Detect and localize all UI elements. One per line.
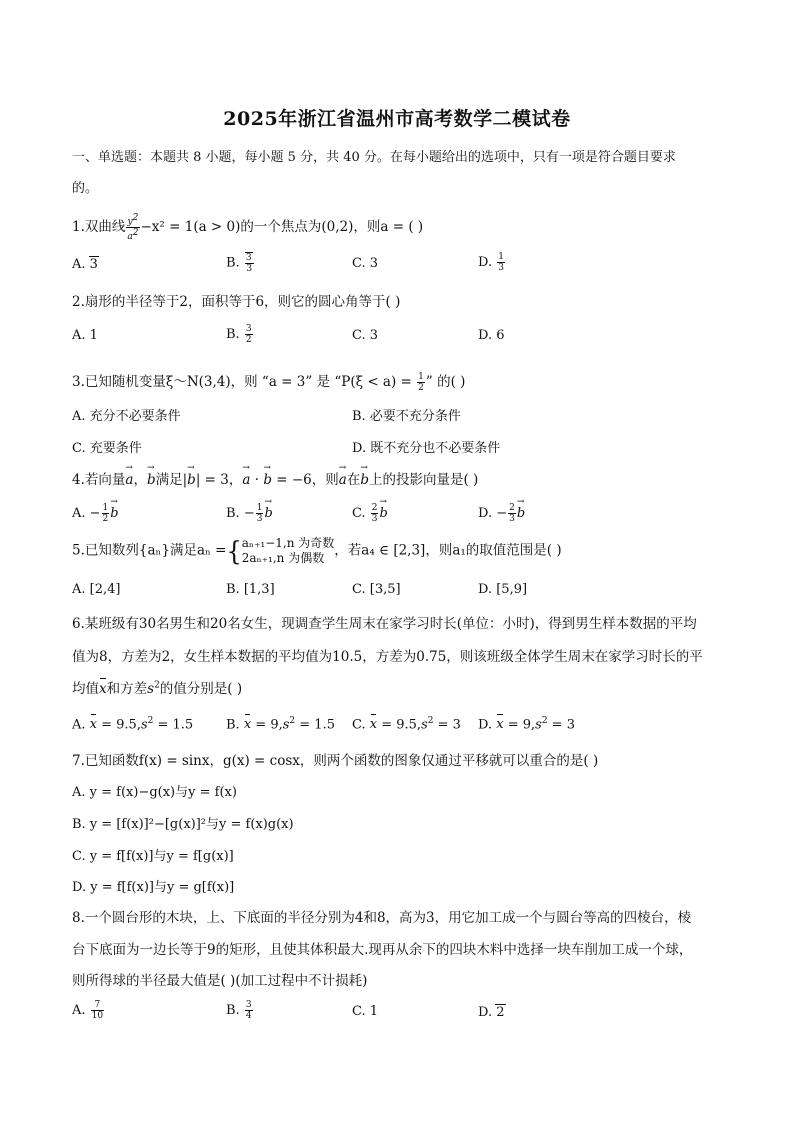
question-8-line1: 8.一个圆台形的木块，上、下底面的半径分别为4和8，高为3，用它加工成一个与圆台等高的四棱台，棱 [72,910,692,926]
q3-option-d: D. 既不充分也不必要条件 [352,441,501,456]
q7-option-d: D. y = f[f(x)]与y = g[f(x)] [72,880,235,895]
q4-option-a: A. − $\frac{1}{2}$ → b [72,503,119,524]
q8-option-a: A. $\frac{7}{10}$ [72,1000,104,1021]
q7-option-a: A. y = f(x)−g(x)与y = f(x) [72,785,237,800]
question-8-line2: 台下底面为一边长等于9的矩形，且使其体积最大.现再从余下的四块木料中选择一块车削加工成一个球， [72,942,693,958]
question-6-line2: 值为8，方差为2，女生样本数据的平均值为10.5，方差为0.75，则该班级全体学生周末在家学习时长的平 [72,649,703,665]
q6-option-a: A. $x = 9.5,s^2 = 1.5$ [72,716,194,733]
q6-option-b: B. $x = 9,s^2 = 1.5$ [226,716,335,733]
q6-option-d: D. $x = 9,s^2 = 3$ [478,716,575,733]
q3-option-c: C. 充要条件 [72,441,142,456]
section-heading-line2: 的。 [72,181,99,196]
q1-option-a: A. 3 [72,257,98,272]
q1-fraction: $\frac{y^2}{a^2}$ [127,213,139,242]
q2-option-a: A. 1 [72,328,98,343]
question-2: 2.扇形的半径等于2，面积等于6，则它的圆心角等于( ) [72,294,401,310]
q8-option-d: D. 2 [478,1005,505,1020]
q4-option-b: B. − $\frac{1}{3}$ → b [226,503,273,524]
q2-option-c: C. 3 [352,328,379,343]
q1-option-b: B. $\frac{3}{3}$ [226,253,253,274]
q2-option-d: D. 6 [478,328,505,343]
question-8-line3: 则所得球的半径最大值是( )(加工过程中不计损耗) [72,973,368,989]
q3-option-a: A. 充分不必要条件 [72,409,181,424]
question-7: 7.已知函数f(x) = sinx，g(x) = cosx，则两个函数的图象仅通过平移就可以重合的是( ) [72,753,599,769]
question-4: 4.若向量→ a，→ b满足|→ b| = 3，→ a · → b = −6，则→ a在→ b上的投影向量是( ) [72,468,478,488]
question-5: 5.已知数列{aₙ}满足aₙ ={ aₙ₊₁−1,n 为奇数 2aₙ₊₁,n 为偶数 ，若a₄ ∈ [2,3]，则a₁的取值范围是( ) [72,535,562,567]
q5-option-c: C. [3,5] [352,582,401,597]
q4-option-c: C. $\frac{2}{3}$ → b [352,503,388,524]
q3-option-b: B. 必要不充分条件 [352,409,461,424]
q8-option-b: B. $\frac{3}{4}$ [226,1000,252,1021]
q1-option-d: D. $\frac{1}{3}$ [478,252,504,273]
q7-option-b: B. y = [f(x)]²−[g(x)]²与y = f(x)g(x) [72,817,294,832]
q1-prefix: 1.双曲线 [72,219,126,235]
page-title: 2025年浙江省温州市高考数学二模试卷 [223,108,571,130]
question-6-line3: 均值x和方差$s^2$的值分别是( ) [72,680,243,697]
section-heading-line1: 一、单选题：本题共 8 小题，每小题 5 分，共 40 分。在每小题给出的选项中，只有一项是符合题目要求 [72,150,676,165]
q8-option-c: C. 1 [352,1004,379,1019]
question-1 [72,213,423,242]
q2-option-b: B. $\frac{3}{2}$ [226,324,252,345]
q5-option-a: A. [2,4] [72,582,121,597]
q7-option-c: C. y = f[f(x)]与y = f[g(x)] [72,849,234,864]
q1-rest: −x² = 1(a > 0)的一个焦点为(0,2)，则a = ( ) [140,219,424,235]
q6-option-c: C. $x = 9.5,s^2 = 3$ [352,716,461,733]
question-6-line1: 6.某班级有30名男生和20名女生，现调查学生周末在家学习时长(单位：小时)，得到男生样本数据的平均 [72,616,697,632]
q5-option-d: D. [5,9] [478,582,528,597]
q4-option-d: D. − $\frac{2}{3}$ → b [478,503,525,524]
q5-option-b: B. [1,3] [226,582,275,597]
q1-option-c: C. 3 [352,256,379,271]
question-3: 3.已知随机变量ξ～N(3,4)，则 “a = 3” 是 “P(ξ < a) = $\frac{1}{2}$ ” 的( ) [72,372,466,393]
